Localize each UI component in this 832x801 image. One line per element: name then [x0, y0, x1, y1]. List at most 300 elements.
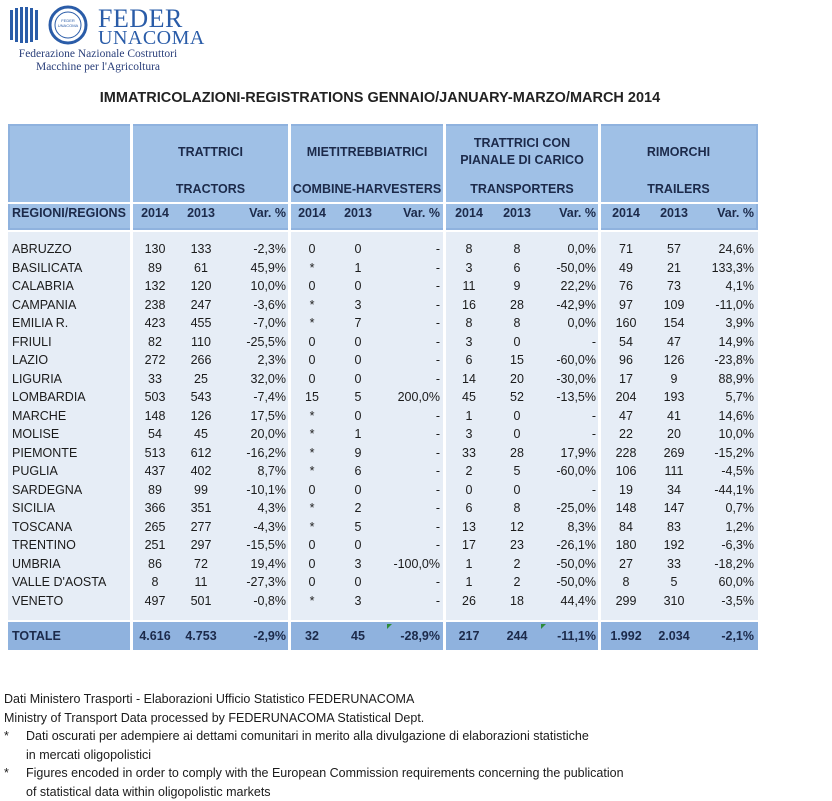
- table-cell: 228: [604, 446, 648, 460]
- table-cell: -7,0%: [224, 316, 286, 330]
- table-cell: 49: [604, 261, 648, 275]
- table-cell: 3: [448, 261, 490, 275]
- table-cell: 21: [652, 261, 696, 275]
- region-name: MOLISE: [12, 427, 130, 441]
- table-cell: 126: [652, 353, 696, 367]
- table-cell: 9: [338, 446, 378, 460]
- table-cell: 351: [180, 501, 222, 515]
- total-cell: 244: [496, 629, 538, 643]
- table-cell: 15: [496, 353, 538, 367]
- table-cell: 423: [134, 316, 176, 330]
- col-header-var: Var. %: [224, 206, 286, 220]
- table-cell: 8: [496, 242, 538, 256]
- table-cell: 0: [292, 335, 332, 349]
- table-cell: 3: [448, 427, 490, 441]
- total-cell: 32: [292, 629, 332, 643]
- region-name: UMBRIA: [12, 557, 130, 571]
- table-cell: 0: [292, 575, 332, 589]
- table-cell: 513: [134, 446, 176, 460]
- table-cell: 455: [180, 316, 222, 330]
- total-cell: 4.753: [180, 629, 222, 643]
- table-cell: 1,2%: [698, 520, 754, 534]
- table-cell: 2: [496, 557, 538, 571]
- table-cell: 33: [134, 372, 176, 386]
- table-cell: 0: [338, 372, 378, 386]
- table-cell: -: [382, 520, 440, 534]
- col-header-2014: 2014: [448, 206, 490, 220]
- table-cell: 109: [652, 298, 696, 312]
- note-source-it: Dati Ministero Trasporti - Elaborazioni Ufficio Statistico FEDERUNACOMA: [4, 690, 624, 709]
- table-cell: 17: [604, 372, 648, 386]
- table-cell: 6: [496, 261, 538, 275]
- table-cell: -3,5%: [698, 594, 754, 608]
- table-cell: 72: [180, 557, 222, 571]
- table-cell: 60,0%: [698, 575, 754, 589]
- table-cell: -: [382, 372, 440, 386]
- table-cell: 14,6%: [698, 409, 754, 423]
- table-cell: -: [382, 594, 440, 608]
- table-cell: 8: [448, 316, 490, 330]
- table-cell: -0,8%: [224, 594, 286, 608]
- note-star-en: [4, 764, 624, 783]
- table-cell: 497: [134, 594, 176, 608]
- table-cell: 8,7%: [224, 464, 286, 478]
- table-cell: -: [382, 538, 440, 552]
- table-cell: 543: [180, 390, 222, 404]
- table-cell: 1: [338, 261, 378, 275]
- logo-seal-text: FEDER UNACOMA: [57, 18, 79, 28]
- table-cell: 0: [292, 353, 332, 367]
- table-cell: 26: [448, 594, 490, 608]
- table-cell: -15,2%: [698, 446, 754, 460]
- table-cell: 147: [652, 501, 696, 515]
- table-cell: 402: [180, 464, 222, 478]
- table-cell: 437: [134, 464, 176, 478]
- table-cell: 25: [180, 372, 222, 386]
- table-cell: 14: [448, 372, 490, 386]
- table-cell: -: [382, 261, 440, 275]
- table-cell: 47: [652, 335, 696, 349]
- table-cell: -30,0%: [538, 372, 596, 386]
- table-cell: -: [382, 242, 440, 256]
- region-name: VENETO: [12, 594, 130, 608]
- table-cell: 0: [338, 483, 378, 497]
- table-cell: 57: [652, 242, 696, 256]
- table-row: [8, 372, 758, 390]
- table-cell: -: [382, 501, 440, 515]
- table-cell: 148: [604, 501, 648, 515]
- table-cell: -: [382, 298, 440, 312]
- table-cell: 503: [134, 390, 176, 404]
- table-cell: 366: [134, 501, 176, 515]
- table-cell: -: [538, 483, 596, 497]
- table-cell: 8: [496, 316, 538, 330]
- table-cell: 8: [448, 242, 490, 256]
- table-cell: -: [538, 427, 596, 441]
- table-cell: 133: [180, 242, 222, 256]
- table-cell: 83: [652, 520, 696, 534]
- table-cell: 86: [134, 557, 176, 571]
- table-cell: -: [382, 575, 440, 589]
- table-cell: -: [382, 464, 440, 478]
- group-combine-en: COMBINE-HARVESTERS: [291, 181, 443, 197]
- col-header-2014: 2014: [134, 206, 176, 220]
- table-row: [8, 594, 758, 612]
- table-cell: -: [382, 427, 440, 441]
- region-name: TRENTINO: [12, 538, 130, 552]
- table-cell: -: [382, 409, 440, 423]
- table-cell: 0: [338, 409, 378, 423]
- table-cell: 76: [604, 279, 648, 293]
- table-cell: 265: [134, 520, 176, 534]
- region-name: SARDEGNA: [12, 483, 130, 497]
- table-cell: 12: [496, 520, 538, 534]
- table-cell: 269: [652, 446, 696, 460]
- table-row: [8, 409, 758, 427]
- group-combine-it: MIETITREBBIATRICI: [291, 144, 443, 160]
- table-row: [8, 261, 758, 279]
- table-cell: 0: [292, 242, 332, 256]
- table-cell: 41: [652, 409, 696, 423]
- row-divider: [8, 230, 758, 232]
- table-cell: -: [382, 446, 440, 460]
- table-cell: 0: [338, 353, 378, 367]
- table-row: [8, 557, 758, 575]
- table-cell: 0,7%: [698, 501, 754, 515]
- table-cell: *: [292, 427, 332, 441]
- table-cell: 6: [338, 464, 378, 478]
- col-header-2013: 2013: [496, 206, 538, 220]
- table-cell: *: [292, 409, 332, 423]
- table-cell: 10,0%: [224, 279, 286, 293]
- note-star-it-line2: in mercati oligopolistici: [4, 746, 624, 765]
- table-cell: 6: [448, 353, 490, 367]
- table-cell: 180: [604, 538, 648, 552]
- table-cell: 3: [338, 594, 378, 608]
- table-cell: -: [382, 316, 440, 330]
- table-cell: 2: [448, 464, 490, 478]
- col-header-var: Var. %: [698, 206, 754, 220]
- table-cell: 33: [652, 557, 696, 571]
- table-cell: -27,3%: [224, 575, 286, 589]
- note-star-marker: *: [4, 764, 26, 783]
- table-cell: 52: [496, 390, 538, 404]
- table-cell: 33: [448, 446, 490, 460]
- table-cell: 126: [180, 409, 222, 423]
- table-cell: -: [382, 353, 440, 367]
- table-cell: -50,0%: [538, 575, 596, 589]
- table-cell: 6: [448, 501, 490, 515]
- table-cell: -60,0%: [538, 464, 596, 478]
- table-cell: 310: [652, 594, 696, 608]
- region-name: ABRUZZO: [12, 242, 130, 256]
- total-cell: -28,9%: [382, 629, 440, 643]
- table-cell: 0,0%: [538, 242, 596, 256]
- table-cell: 1: [448, 575, 490, 589]
- table-cell: -: [538, 409, 596, 423]
- table-cell: -60,0%: [538, 353, 596, 367]
- table-cell: 0: [338, 242, 378, 256]
- table-cell: 111: [652, 464, 696, 478]
- table-cell: -15,5%: [224, 538, 286, 552]
- table-cell: 1: [448, 409, 490, 423]
- table-cell: 71: [604, 242, 648, 256]
- table-cell: 5,7%: [698, 390, 754, 404]
- total-cell: 45: [338, 629, 378, 643]
- table-cell: 501: [180, 594, 222, 608]
- table-cell: 110: [180, 335, 222, 349]
- table-cell: 0: [338, 279, 378, 293]
- table-cell: 130: [134, 242, 176, 256]
- table-cell: 4,3%: [224, 501, 286, 515]
- table-cell: 272: [134, 353, 176, 367]
- table-row: [8, 464, 758, 482]
- header-divider: [8, 202, 758, 204]
- table-cell: 4,1%: [698, 279, 754, 293]
- table-cell: -: [382, 279, 440, 293]
- table-cell: 19: [604, 483, 648, 497]
- table-cell: 23: [496, 538, 538, 552]
- table-cell: 612: [180, 446, 222, 460]
- table-cell: 34: [652, 483, 696, 497]
- table-cell: 0,0%: [538, 316, 596, 330]
- table-cell: 2,3%: [224, 353, 286, 367]
- table-cell: -42,9%: [538, 298, 596, 312]
- table-cell: 82: [134, 335, 176, 349]
- table-cell: 251: [134, 538, 176, 552]
- table-cell: 28: [496, 298, 538, 312]
- table-cell: 47: [604, 409, 648, 423]
- table-cell: 10,0%: [698, 427, 754, 441]
- table-row: [8, 538, 758, 556]
- region-name: MARCHE: [12, 409, 130, 423]
- table-cell: 238: [134, 298, 176, 312]
- table-cell: -: [538, 335, 596, 349]
- group-tractors-it: TRATTRICI: [133, 144, 288, 160]
- table-cell: 299: [604, 594, 648, 608]
- region-name: VALLE D'AOSTA: [12, 575, 130, 589]
- table-cell: 20,0%: [224, 427, 286, 441]
- table-cell: 1: [338, 427, 378, 441]
- table-row: [8, 446, 758, 464]
- region-name: TOSCANA: [12, 520, 130, 534]
- table-cell: 9: [496, 279, 538, 293]
- table-cell: 28: [496, 446, 538, 460]
- note-star-en-line1: Figures encoded in order to comply with the European Commission requirements concerning the publication: [26, 766, 624, 780]
- total-label: TOTALE: [12, 629, 130, 643]
- table-cell: 61: [180, 261, 222, 275]
- table-row: [8, 279, 758, 297]
- table-cell: 11: [180, 575, 222, 589]
- region-name: FRIULI: [12, 335, 130, 349]
- note-star-it: [4, 727, 624, 746]
- table-cell: -16,2%: [224, 446, 286, 460]
- table-cell: 32,0%: [224, 372, 286, 386]
- table-cell: 8: [134, 575, 176, 589]
- table-cell: 0: [292, 483, 332, 497]
- note-source-en: Ministry of Transport Data processed by FEDERUNACOMA Statistical Dept.: [4, 709, 624, 728]
- table-cell: 84: [604, 520, 648, 534]
- table-cell: -11,0%: [698, 298, 754, 312]
- total-cell: 2.034: [652, 629, 696, 643]
- table-cell: 9: [652, 372, 696, 386]
- table-cell: 20: [496, 372, 538, 386]
- table-cell: *: [292, 501, 332, 515]
- table-cell: -50,0%: [538, 261, 596, 275]
- table-cell: 7: [338, 316, 378, 330]
- table-cell: -6,3%: [698, 538, 754, 552]
- note-star-marker: *: [4, 727, 26, 746]
- region-name: EMILIA R.: [12, 316, 130, 330]
- region-name: LOMBARDIA: [12, 390, 130, 404]
- total-cell: 217: [448, 629, 490, 643]
- table-cell: 96: [604, 353, 648, 367]
- table-cell: -23,8%: [698, 353, 754, 367]
- table-cell: 8,3%: [538, 520, 596, 534]
- logo-emblem-icon: [8, 4, 94, 46]
- table-cell: 148: [134, 409, 176, 423]
- table-cell: 120: [180, 279, 222, 293]
- table-cell: 18: [496, 594, 538, 608]
- table-cell: 17,5%: [224, 409, 286, 423]
- table-cell: 45: [180, 427, 222, 441]
- note-star-en-line2: of statistical data within oligopolistic markets: [4, 783, 624, 801]
- table-row: [8, 335, 758, 353]
- table-cell: 3: [448, 335, 490, 349]
- table-cell: *: [292, 261, 332, 275]
- table-cell: -50,0%: [538, 557, 596, 571]
- table-row: [8, 501, 758, 519]
- region-name: CAMPANIA: [12, 298, 130, 312]
- logo-brand-line1: FEDER: [98, 6, 183, 32]
- total-cell: 4.616: [134, 629, 176, 643]
- table-cell: 0: [292, 372, 332, 386]
- table-cell: 8: [496, 501, 538, 515]
- table-cell: 11: [448, 279, 490, 293]
- table-cell: 5: [496, 464, 538, 478]
- total-cell: -11,1%: [538, 629, 596, 643]
- table-row: [8, 353, 758, 371]
- table-cell: 24,6%: [698, 242, 754, 256]
- table-cell: 5: [338, 520, 378, 534]
- note-star-it-line1: Dati oscurati per adempiere ai dettami comunitari in merito alla divulgazione di elaborazioni statistiche: [26, 729, 589, 743]
- table-cell: 16: [448, 298, 490, 312]
- table-cell: 97: [604, 298, 648, 312]
- table-cell: 73: [652, 279, 696, 293]
- table-cell: 277: [180, 520, 222, 534]
- table-cell: 132: [134, 279, 176, 293]
- table-cell: 2: [338, 501, 378, 515]
- col-header-2013: 2013: [180, 206, 222, 220]
- table-cell: 0: [292, 279, 332, 293]
- logo-brand-line2: UNACOMA: [98, 28, 205, 48]
- table-cell: 22: [604, 427, 648, 441]
- region-name: PIEMONTE: [12, 446, 130, 460]
- table-cell: -25,5%: [224, 335, 286, 349]
- table-cell: 5: [652, 575, 696, 589]
- table-cell: 44,4%: [538, 594, 596, 608]
- table-cell: 133,3%: [698, 261, 754, 275]
- table-cell: 193: [652, 390, 696, 404]
- table-cell: *: [292, 464, 332, 478]
- table-cell: 3,9%: [698, 316, 754, 330]
- table-cell: 1: [448, 557, 490, 571]
- table-row: [8, 483, 758, 501]
- table-cell: -18,2%: [698, 557, 754, 571]
- table-cell: -: [382, 335, 440, 349]
- table-row: [8, 298, 758, 316]
- table-cell: 20: [652, 427, 696, 441]
- table-row: [8, 575, 758, 593]
- group-trailers-it: RIMORCHI: [601, 144, 756, 160]
- table-cell: 0: [496, 335, 538, 349]
- table-cell: 0: [338, 538, 378, 552]
- group-transporters-it-2: PIANALE DI CARICO: [446, 152, 598, 168]
- table-cell: -: [382, 483, 440, 497]
- table-cell: 89: [134, 261, 176, 275]
- table-cell: *: [292, 446, 332, 460]
- table-cell: 160: [604, 316, 648, 330]
- group-trailers-en: TRAILERS: [601, 181, 756, 197]
- col-header-2014: 2014: [604, 206, 648, 220]
- table-cell: *: [292, 520, 332, 534]
- table-cell: 0: [292, 538, 332, 552]
- region-name: LAZIO: [12, 353, 130, 367]
- table-cell: 13: [448, 520, 490, 534]
- table-cell: 266: [180, 353, 222, 367]
- table-cell: *: [292, 594, 332, 608]
- table-cell: 88,9%: [698, 372, 754, 386]
- table-cell: 0: [338, 335, 378, 349]
- table-cell: 27: [604, 557, 648, 571]
- table-cell: 200,0%: [382, 390, 440, 404]
- table-cell: 3: [338, 557, 378, 571]
- row-divider: [8, 620, 758, 622]
- logo-subtitle-line1: Federazione Nazionale Costruttori: [8, 48, 188, 60]
- table-cell: 154: [652, 316, 696, 330]
- col-header-var: Var. %: [382, 206, 440, 220]
- table-cell: 297: [180, 538, 222, 552]
- table-cell: 0: [448, 483, 490, 497]
- table-cell: -13,5%: [538, 390, 596, 404]
- table-cell: -25,0%: [538, 501, 596, 515]
- table-cell: 19,4%: [224, 557, 286, 571]
- table-cell: -100,0%: [382, 557, 440, 571]
- region-name: BASILICATA: [12, 261, 130, 275]
- table-cell: 45: [448, 390, 490, 404]
- table-cell: 3: [338, 298, 378, 312]
- footnotes: [4, 690, 624, 801]
- table-cell: -44,1%: [698, 483, 754, 497]
- region-name: LIGURIA: [12, 372, 130, 386]
- table-cell: 204: [604, 390, 648, 404]
- total-cell: -2,1%: [698, 629, 754, 643]
- table-row: [8, 390, 758, 408]
- table-row: [8, 242, 758, 260]
- col-header-2013: 2013: [652, 206, 696, 220]
- page-title: IMMATRICOLAZIONI-REGISTRATIONS GENNAIO/JANUARY-MARZO/MARCH 2014: [0, 90, 760, 106]
- table-cell: 106: [604, 464, 648, 478]
- region-name: CALABRIA: [12, 279, 130, 293]
- table-cell: 17,9%: [538, 446, 596, 460]
- table-cell: *: [292, 298, 332, 312]
- table-cell: -4,3%: [224, 520, 286, 534]
- table-cell: 0: [496, 409, 538, 423]
- table-cell: -3,6%: [224, 298, 286, 312]
- table-cell: 0: [496, 483, 538, 497]
- table-cell: -7,4%: [224, 390, 286, 404]
- table-cell: 8: [604, 575, 648, 589]
